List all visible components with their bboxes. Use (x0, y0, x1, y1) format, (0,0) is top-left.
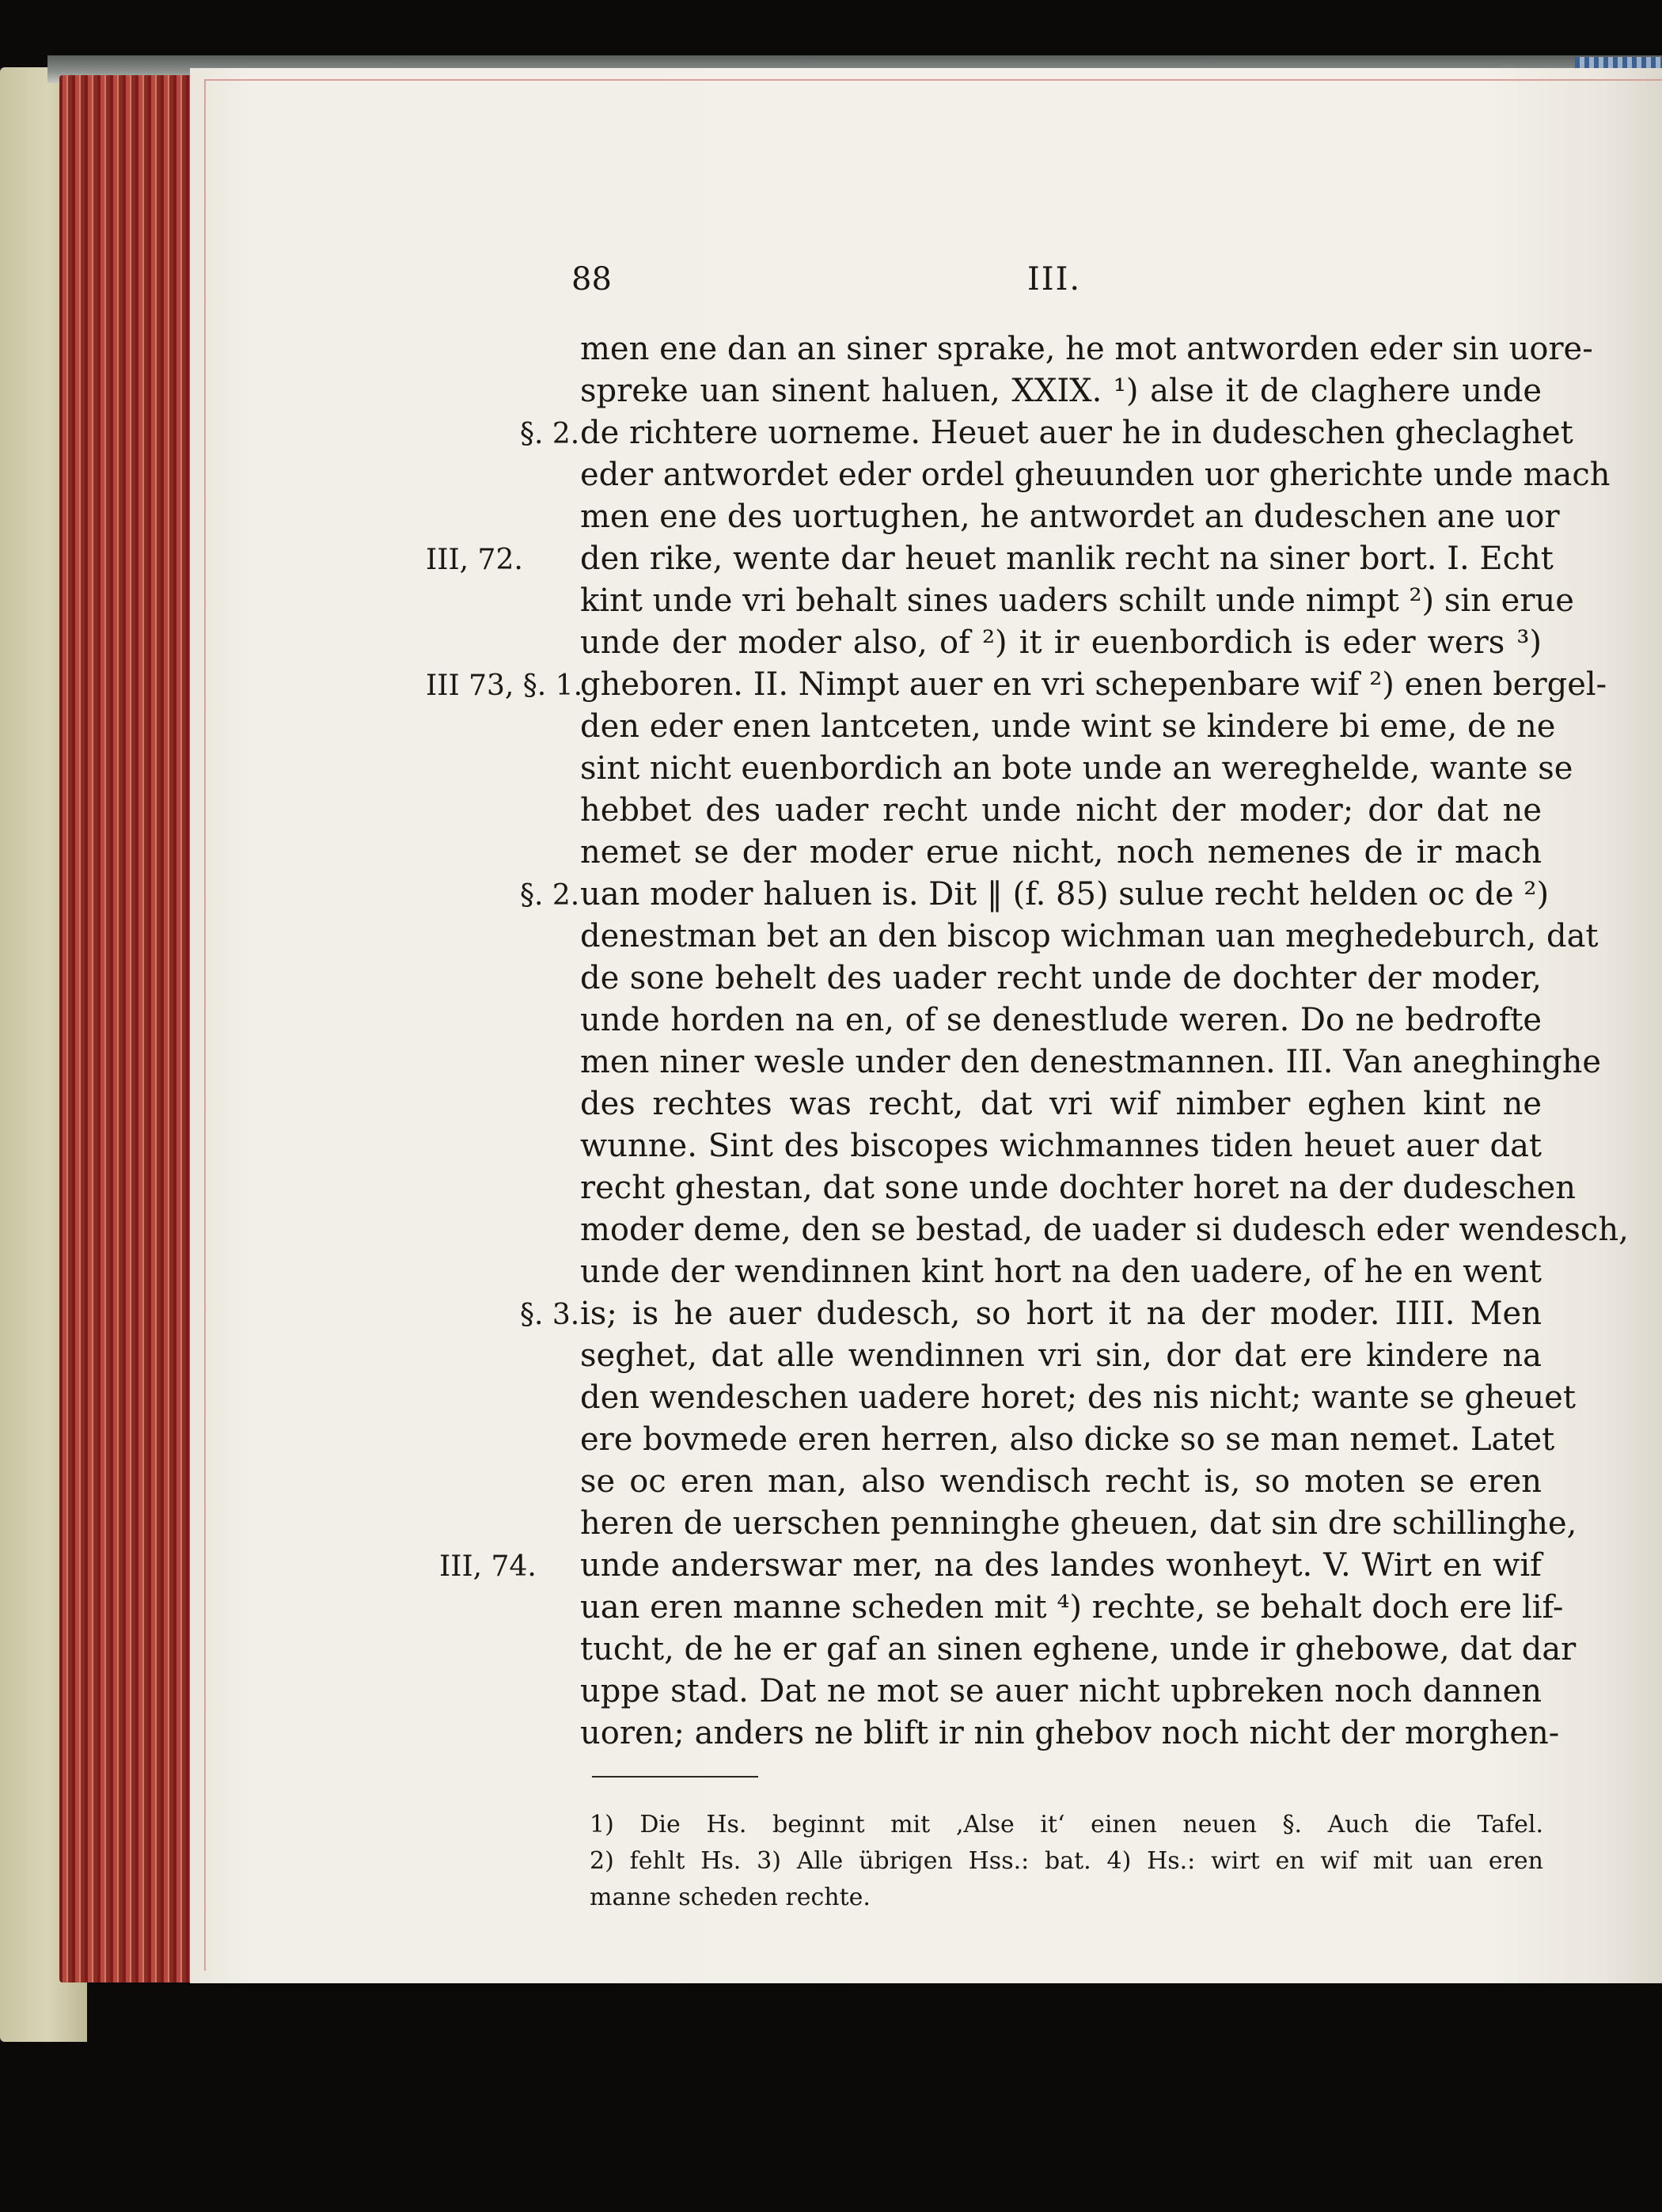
text-line: is; is he auer dudesch, so hort it na der moder. IIII. Men (580, 1296, 1542, 1332)
page-number: 88 (571, 261, 612, 298)
text-line: men niner wesle under den denestmannen. III. Van aneghinghe (580, 1044, 1601, 1080)
chapter-heading: III. (1027, 261, 1082, 298)
text-line: den wendeschen uadere horet; des nis nicht; wante se gheuet (580, 1379, 1576, 1416)
text-line: unde der wendinnen kint hort na den uadere, of he en went (580, 1254, 1542, 1290)
text-line: uan moder haluen is. Dit ‖ (f. 85) sulue recht helden oc de ²) (580, 876, 1550, 912)
footnote-divider (592, 1776, 758, 1778)
margin-note: §. 3. (520, 1299, 580, 1331)
text-line: se oc eren man, also wendisch recht is, so moten se eren (580, 1463, 1542, 1500)
text-line: de sone behelt des uader recht unde de dochter der moder, (580, 960, 1542, 996)
text-line: men ene dan an siner sprake, he mot antworden eder sin uore- (580, 331, 1593, 367)
margin-note: §. 2. (520, 418, 580, 450)
page-edges-red (59, 75, 202, 1982)
text-line: denestman bet an den biscop wichman uan meghedeburch, dat (580, 918, 1599, 954)
text-line: hebbet des uader recht unde nicht der moder; dor dat ne (580, 792, 1542, 829)
text-line: recht ghestan, dat sone unde dochter horet na der dudeschen (580, 1170, 1577, 1206)
text-line: uoren; anders ne blift ir nin ghebov noch nicht der morghen- (580, 1715, 1560, 1751)
text-line: unde horden na en, of se denestlude weren. Do ne bedrofte (580, 1002, 1542, 1038)
footnote-line: manne scheden rechte. (590, 1884, 871, 1911)
text-line: nemet se der moder erue nicht, noch nemenes de ir mach (580, 834, 1542, 871)
text-line: gheboren. II. Nimpt auer en vri schepenbare wif ²) enen bergel- (580, 666, 1607, 703)
text-line: unde anderswar mer, na des landes wonheyt. V. Wirt en wif (580, 1547, 1542, 1584)
text-line: des rechtes was recht, dat vri wif nimber eghen kint ne (580, 1086, 1542, 1122)
text-line: unde der moder also, of ²) it ir euenbordich is eder wers ³) (580, 624, 1542, 661)
text-line: moder deme, den se bestad, de uader si dudesch eder wendesch, (580, 1212, 1629, 1248)
text-line: wunne. Sint des biscopes wichmannes tiden heuet auer dat (580, 1128, 1542, 1164)
footnote-line: 2) fehlt Hs. 3) Alle übrigen Hss.: bat. 4) Hs.: wirt en wif mit uan eren (590, 1847, 1543, 1875)
text-line: uan eren manne scheden mit ⁴) rechte, se behalt doch ere lif- (580, 1589, 1564, 1626)
text-line: seghet, dat alle wendinnen vri sin, dor dat ere kindere na (580, 1337, 1542, 1374)
text-line: eder antwordet eder ordel gheuunden uor gherichte unde mach (580, 457, 1611, 493)
text-line: uppe stad. Dat ne mot se auer nicht upbreken noch dannen (580, 1673, 1542, 1709)
text-line: heren de uerschen penninghe gheuen, dat sin dre schillinghe, (580, 1505, 1577, 1542)
text-line: spreke uan sinent haluen, XXIX. ¹) alse it de claghere unde (580, 373, 1542, 409)
margin-note: III, 74. (439, 1550, 537, 1583)
text-line: de richtere uorneme. Heuet auer he in dudeschen gheclaghet (580, 415, 1573, 451)
margin-note: III 73, §. 1. (426, 670, 583, 702)
text-line: men ene des uortughen, he antwordet an dudeschen ane uor (580, 499, 1560, 535)
text-line: ere bovmede eren herren, also dicke so se man nemet. Latet (580, 1421, 1555, 1458)
text-line: tucht, de he er gaf an sinen eghene, unde ir ghebowe, dat dar (580, 1631, 1577, 1668)
text-line: den eder enen lantceten, unde wint se kindere bi eme, de ne (580, 708, 1556, 745)
margin-note: III, 72. (426, 544, 523, 576)
footnote-line: 1) Die Hs. beginnt mit ‚Alse it‘ einen neuen §. Auch die Tafel. (590, 1811, 1543, 1838)
text-line: den rike, wente dar heuet manlik recht na siner bort. I. Echt (580, 541, 1554, 577)
text-line: sint nicht euenbordich an bote unde an wereghelde, wante se (580, 750, 1573, 787)
margin-note: §. 2. (520, 879, 580, 912)
text-line: kint unde vri behalt sines uaders schilt unde nimpt ²) sin erue (580, 582, 1574, 619)
